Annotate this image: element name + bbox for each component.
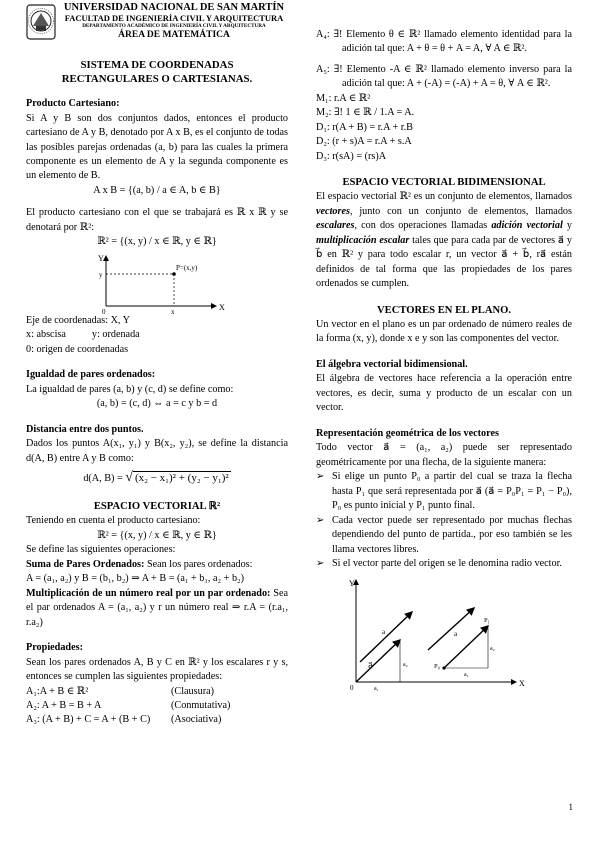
cartesian-paragraph-2: El producto cartesiano con el que se trabajará es ℝ x ℝ y se denotará por ℝ²:	[26, 207, 288, 233]
geom-bullet-text: Si el vector parte del origen se le denomina radio vector.	[332, 558, 562, 570]
cartesian-plot	[26, 252, 288, 314]
header	[26, 0, 288, 58]
properties-list	[26, 685, 288, 728]
plot2-label-a: a	[382, 627, 386, 636]
plot1-origin: 0	[102, 307, 106, 314]
plot2-p1: P₁	[484, 616, 490, 624]
property-a5: A₅: ∃! Elemento -A ∈ ℝ² llamado elemento inverso para la adición tal que: A + (-A) = (-A) + A = θ, ∀ A ∈ ℝ².	[316, 63, 572, 90]
property-m1: M₁: r.A ∈ ℝ²	[316, 92, 371, 104]
left-column	[26, 0, 288, 728]
property-name: (Conmutativa)	[171, 699, 231, 711]
bidim-adicion: adición vectorial	[491, 220, 563, 232]
properties-heading: Propiedades:	[26, 642, 83, 654]
properties-paragraph: Sean los pares ordenados A, B y C en ℝ² y los escalares r y s, entonces se cumplen las siguientes propiedades:	[26, 656, 288, 683]
geom-bullet-3	[316, 557, 572, 571]
r2-formula: ℝ² = {(x, y) / x ∈ ℝ, y ∈ ℝ}	[97, 236, 217, 248]
bidim-heading: ESPACIO VECTORIAL BIDIMENSIONAL	[342, 177, 546, 189]
algebra-paragraph: El álgebra de vectores hace referencia a la operación entre vectores, es decir, suma y producto de un escalar con un vector.	[316, 373, 572, 414]
plot1-tick-x: x	[171, 307, 175, 314]
distance-formula	[26, 468, 288, 488]
faculty-name: FACULTAD DE INGENIERÍA CIVIL Y ARQUITECTURA	[64, 13, 284, 24]
plot1-point: P=(x,y)	[176, 263, 198, 272]
bidim-t2: , junto con un conjunto de elementos, llamados	[349, 205, 572, 217]
department-name: DEPARTAMENTO ACADÉMICO DE INGENIERÍA CIVIL Y ARQUITECTURA	[82, 22, 266, 29]
sqrt-icon: √	[125, 470, 133, 486]
plot1-y-label: Y	[98, 253, 104, 263]
plot2-a2: a₂	[403, 661, 408, 668]
property-m2: M₂: ∃! 1 ∈ ℝ / 1.A = A.	[316, 107, 415, 119]
plot1-tick-y: y	[99, 270, 103, 279]
bidim-t1: El espacio vectorial ℝ² es un conjunto de elementos, llamados	[316, 191, 572, 203]
plot2-a2-b: a₂	[490, 645, 495, 652]
vectors-plot	[316, 576, 572, 691]
university-seal-icon	[26, 4, 56, 40]
property-a3	[26, 713, 288, 727]
property-name: (Clausura)	[171, 685, 214, 697]
sum-line	[26, 558, 288, 572]
cartesian-formula: A x B = {(a, b) / a ∈ A, b ∈ B}	[93, 184, 221, 196]
mult-heading: Multiplicación de un número real por un par ordenado:	[26, 587, 271, 599]
plot2-y-label: Y	[349, 578, 355, 588]
cartesian-paragraph: Si A y B son dos conjuntos dados, entonces el producto cartesiano de A y B, denotado por A x B, es el conjunto de todas las posibles parejas ordenadas (a, b) para las cuales la primera componente es un elemento de A y la segunda componente es un elemento de B.	[26, 112, 288, 182]
sum-text: Sean los pares ordenados:	[144, 558, 253, 570]
bidim-t4: y	[562, 220, 572, 232]
mult-text: Sea el par ordenados A = (a₁, a₂) y r un número real ⇒ r.A = (r.a₁, r.a₂)	[26, 587, 289, 628]
plot2-a1-b: a₁	[464, 671, 469, 678]
cartesian-heading: Producto Cartesiano:	[26, 98, 120, 110]
property-expr: A₃: (A + B) + C = A + (B + C)	[26, 714, 151, 726]
arrow-bullet-icon: ➢	[316, 514, 325, 526]
vector-space-p2: Se define las siguientes operaciones:	[26, 544, 176, 556]
vector-space-heading: ESPACIO VECTORIAL ℝ²	[93, 501, 221, 513]
axes-line-3: 0: origen de coordenadas	[26, 343, 129, 355]
plot2-x-label: X	[519, 678, 525, 688]
equality-heading: Igualdad de pares ordenados:	[26, 369, 156, 381]
axes-line-1: Eje de coordenadas: X, Y	[26, 314, 131, 326]
property-a1	[26, 685, 288, 699]
title-line-1: SISTEMA DE COORDENADAS	[80, 59, 234, 71]
plot2-p0: P₀	[434, 662, 440, 670]
mult-line	[26, 587, 288, 630]
bidim-escalares: escalares	[316, 220, 355, 232]
plot2-a1: a₁	[374, 685, 379, 691]
geom-bullet-text: Cada vector puede ser representado por muchas flechas dependiendo del punto de partida., por eso también se les llama vectores libres.	[332, 514, 572, 555]
right-column	[316, 28, 572, 691]
algebra-heading: El álgebra vectorial bidimensional.	[316, 358, 468, 370]
geom-bullet-text: Si elige un punto P₀ a partir del cual se traza la flecha hasta P₁ que será representada por a⃗ (a⃗ = P₀P₁ = P₁ − P₀), P₀ es punto inicial y P₁ punto final.	[332, 471, 572, 512]
page-number: 1	[568, 802, 573, 813]
vector-space-formula: ℝ² = {(x, y) / x ∈ ℝ, y ∈ ℝ}	[97, 529, 217, 541]
plot2-vec-a: a⃗	[368, 660, 373, 670]
equality-formula: (a, b) = (c, d) ⇔ a = c y b = d	[96, 398, 218, 410]
property-d1: D₁: r(A + B) = r.A + r.B	[316, 121, 413, 133]
geom-heading: Representación geométrica de los vectores	[316, 427, 499, 439]
property-name: (Asociativa)	[171, 714, 222, 726]
geom-bullet-2	[316, 514, 572, 557]
axes-line-2	[26, 328, 288, 342]
distance-paragraph: Dados los puntos A(x₁, y₁) y B(x₂, y₂), se define la distancia d(A, B) entre A y B como:	[26, 438, 288, 464]
property-a2	[26, 699, 288, 713]
title-line-2: RECTANGULARES O CARTESIANAS.	[61, 73, 253, 86]
property-expr: A₁:A + B ∈ ℝ²	[26, 685, 89, 697]
sum-heading: Suma de Pares Ordenados:	[26, 558, 145, 570]
geom-bullet-1	[316, 470, 572, 513]
bidim-t3: , con dos operaciones llamadas	[354, 220, 492, 232]
plane-paragraph: Un vector en el plano es un par ordenado de número reales de la forma (x, y), donde x e y son las componentes del vector.	[316, 318, 572, 345]
vector-space-p1: Teniendo en cuenta el producto cartesiano:	[26, 515, 201, 527]
bidim-t5: tales que para cada par de vectores a⃗ y b⃗ en ℝ² y para todo escalar r, un vector a⃗ + b⃗, ra⃗ están definidos de tal forma que las propiedades de los pares ordenados se cumplen.	[316, 234, 572, 290]
property-d3: D₃: r(sA) = (rs)A	[316, 150, 387, 162]
bidim-vectores: vectores	[316, 205, 350, 217]
area-name: ÁREA DE MATEMÁTICA	[118, 29, 230, 40]
plot2-label-b: a	[454, 629, 458, 638]
distance-lhs: d(A, B) =	[83, 473, 126, 485]
university-name: UNIVERSIDAD NACIONAL DE SAN MARTÍN	[63, 2, 285, 13]
sum-formula: A = (a₁, a₂) y B = (b₁, b₂) ⇒ A + B = (a₁ + b₁, a₂ + b₂)	[26, 573, 244, 585]
property-a4: A₄: ∃! Elemento θ ∈ ℝ² llamado elemento identidad para la adición tal que: A + θ = θ + A = A, ∀ A ∈ ℝ².	[316, 29, 572, 55]
bidim-mult: multiplicación escalar	[316, 234, 410, 246]
arrow-bullet-icon: ➢	[316, 471, 325, 483]
bidim-paragraph	[316, 190, 572, 291]
ordenada-text: y: ordenada	[91, 329, 140, 341]
abscisa-text: x: abscisa	[26, 329, 66, 341]
plot1-x-label: X	[219, 302, 225, 312]
geom-paragraph: Todo vector a⃗ = (a₁, a₂) puede ser representado geométricamente por una flecha, de la siguiente manera:	[316, 442, 572, 468]
plot2-origin: 0	[350, 683, 354, 691]
distance-heading: Distancia entre dos puntos.	[26, 423, 144, 435]
property-d2: D₂: (r + s)A = r.A + s.A	[316, 136, 412, 148]
property-expr: A₂: A + B = B + A	[26, 699, 102, 711]
equality-paragraph: La igualdad de pares (a, b) y (c, d) se define como:	[26, 383, 234, 395]
page-title	[26, 58, 288, 86]
arrow-bullet-icon: ➢	[316, 558, 325, 570]
distance-radicand: (x₂ − x₁)² + (y₂ − y₁)²	[134, 472, 229, 485]
plane-heading: VECTORES EN EL PLANO.	[376, 304, 512, 316]
